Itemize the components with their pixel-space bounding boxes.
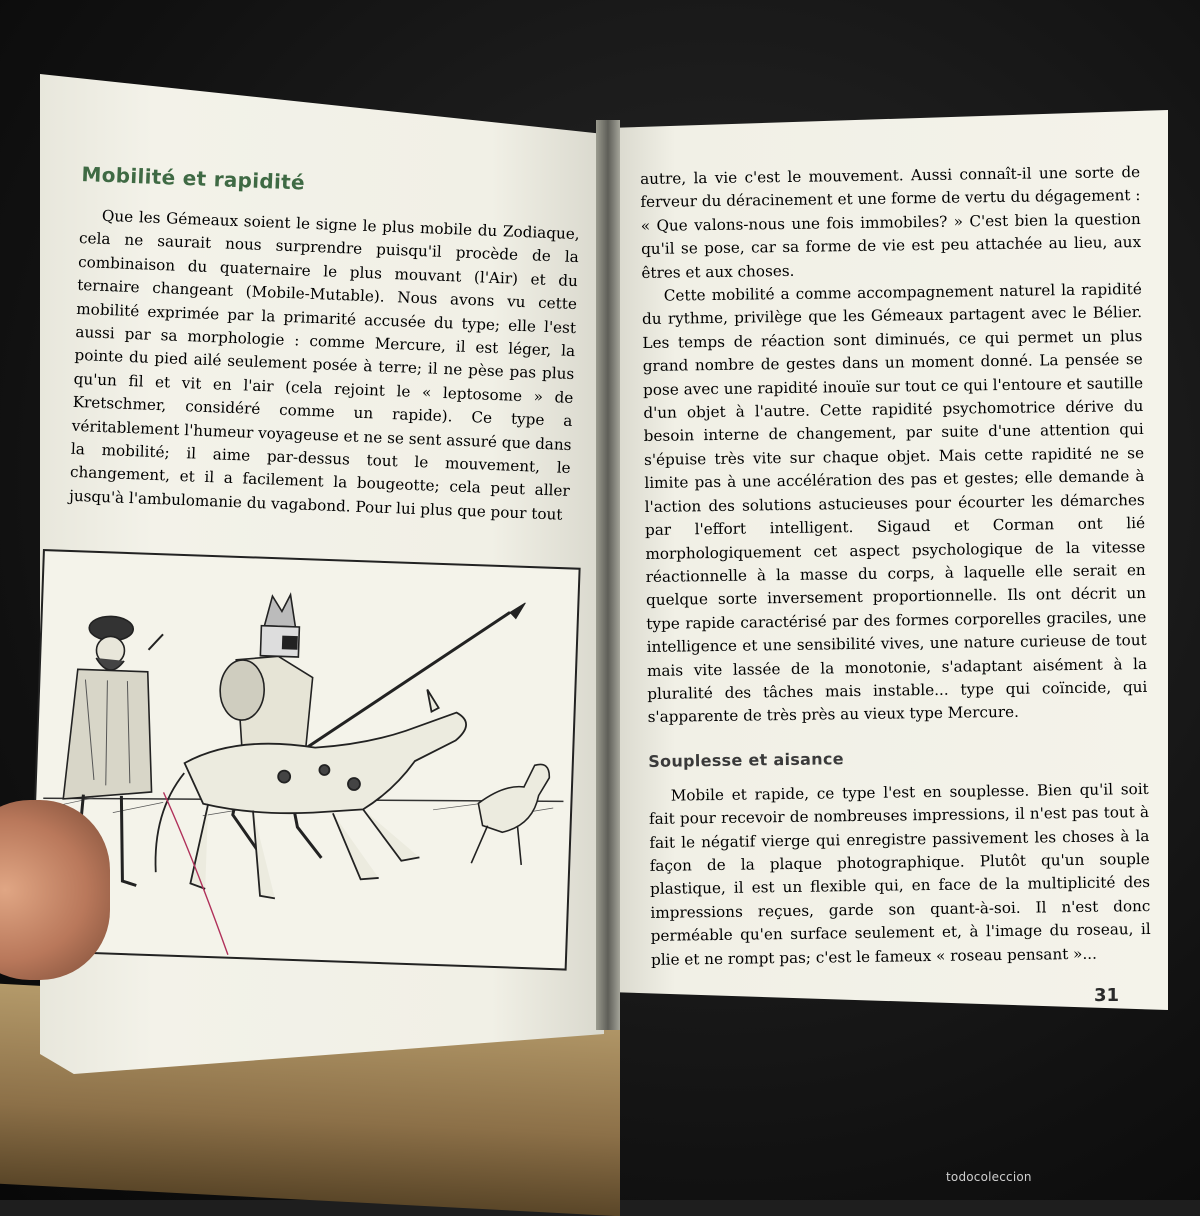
- book-spine: [596, 120, 620, 1030]
- page-number: 31: [1094, 985, 1120, 1006]
- left-paragraph: Que les Gémeaux soient le signe le plus mobile du Zodiaque, cela ne saurait nous surprendre puisqu'il procède de la combinaison du quaternaire le plus mouvant (l'Air) et du ternaire changeant (Mobile-Mutable). Nous avons vu cette mobilité exprimée par la primarité accusée du type; elle l'est aussi par sa morphologie : comme Mercure, il est léger, la pointe du pied ailé seulement posée à terre; il ne pèse pas plus qu'un fil et vit en l'air (cela rejoint le « leptosome » de Kretschmer, considéré comme un rapide). Ce type a véritablement l'humeur voyageuse et ne se sent assuré que dans la mobilité; il aime par-dessus tout le mouvement, le changement, et il a facilement la bougeotte; cela peut aller jusqu'à l'ambulomanie du vagabond. Pour lui plus que pour tout: [68, 206, 580, 524]
- section-subheading: Souplesse et aisance: [648, 748, 844, 771]
- right-paragraph-3: Mobile et rapide, ce type l'est en souplesse. Bien qu'il soit fait pour recevoir de nombreuses impressions, il n'est pas tout à fait le négatif vierge qui enregistre passivement les choses à la façon de la plaque photographique. Plutôt qu'un souple plastique, il est un flexible qui, en face de la multiplicité des impressions reçues, garde son quant-à-soi. Il n'est donc perméable qu'en surface seulement et, à l'image du roseau, il plie et ne rompt pas; c'est le fameux « roseau pensant »...: [648, 779, 1151, 969]
- thumb: [0, 800, 110, 980]
- right-paragraph-1: autre, la vie c'est le mouvement. Aussi connaît-il une sorte de ferveur du déracinement et une forme de vertu du dégagement : « Que valons-nous une fois immobiles? » C'est bien la question qu'il se pose, car sa forme de vie est peu attachée au lieu, aux êtres et aux choses.: [640, 163, 1142, 282]
- section-heading: Mobilité et rapidité: [81, 162, 306, 195]
- right-paragraph-2: Cette mobilité a comme accompagnement naturel la rapidité du rythme, privilège que les Gémeaux partagent avec le Bélier. Les temps de réaction sont diminués, ce qui permet un plus grand nombre de gestes dans un moment donné. La pensée se pose avec une rapidité inouïe sur tout ce qui l'entoure et sautille d'un objet à l'autre. Cette rapidité psychomotrice dérive du besoin interne de changement, par suite d'une attention qui s'épuise très vite sur chaque objet. Mais cette rapidité ne se limite pas à une accélération des pas et gestes; elle demande à l'action des solutions astucieuses pour écourter les démarches par l'effort intelligent. Sigaud et Corman ont lié morphologiquement cet aspect psychologique de la vitesse réactionnelle à la masse du corps, à laquelle elle serait en quelque sorte inversement proportionnelle. Ils ont décrit un type rapide caractérisé par des formes corporelles graciles, une intelligence et une sensibilité vives, une nature curieuse de tout mais vite lassée de la monotonie, s'adaptant aisément à la pluralité des tâches mais instable... type qui coïncide, qui s'apparente de très près au vieux type Mercure.: [641, 280, 1148, 727]
- watermark-text: todocoleccion: [946, 1170, 1032, 1184]
- woodcut-illustration: [28, 548, 582, 972]
- right-page-text: [640, 161, 1151, 972]
- left-page-text: [69, 162, 582, 527]
